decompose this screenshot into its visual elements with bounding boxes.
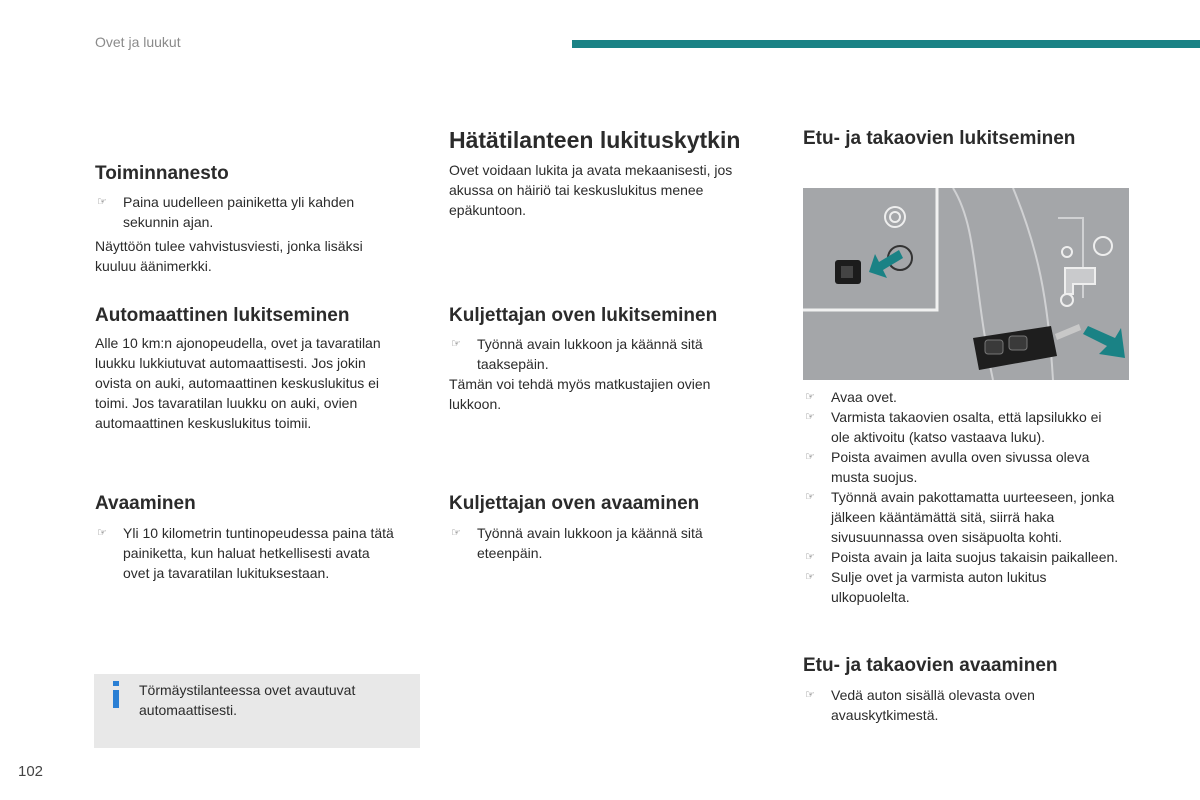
- pointing-hand-icon: ☞: [805, 689, 815, 701]
- list-item: ☞ Paina uudelleen painiketta yli kahden sekunnin ajan.: [97, 194, 355, 230]
- heading-automaattinen: Automaattinen lukitseminen: [95, 305, 350, 326]
- bullet-list: [449, 334, 739, 374]
- pointing-hand-icon: ☞: [805, 391, 815, 403]
- bullet-list: [95, 192, 395, 232]
- list-item: ☞ Sulje ovet ja varmista auton lukitus ulkopuolelta.: [805, 569, 1047, 605]
- paragraph: Näyttöön tulee vahvistusviesti, jonka lisäksi kuuluu äänimerkki.: [95, 238, 363, 274]
- heading-hatatilanteen: Hätätilanteen lukituskytkin: [449, 127, 741, 153]
- pointing-hand-icon: ☞: [97, 196, 107, 208]
- pointing-hand-icon: ☞: [805, 451, 815, 463]
- list-item: ☞ Varmista takaovien osalta, että lapsilukko ei ole aktivoitu (katso vastaava luku).: [805, 409, 1102, 445]
- paragraph: Alle 10 km:n ajonopeudella, ovet ja tavaratilan luukku lukkiutuvat automaattisesti. Jos jokin ovista on auki, automaattinen keskuslukitus ei toimi. Jos tavaratilan luukku on auki, ovien automaattinen keskuslukitus toimii.: [95, 335, 381, 431]
- paragraph: Ovet voidaan lukita ja avata mekaanisesti, jos akussa on häiriö tai keskuslukitus menee epäkuntoon.: [449, 162, 733, 218]
- page-number: 102: [18, 763, 44, 780]
- column-1-section-3: [95, 493, 395, 583]
- column-2-section-2: [449, 305, 759, 414]
- column-1: [95, 163, 395, 276]
- list-item: ☞ Työnnä avain lukkoon ja käännä sitä eteenpäin.: [451, 525, 703, 561]
- pointing-hand-icon: ☞: [97, 527, 107, 539]
- list-item: ☞ Poista avain ja laita suojus takaisin paikalleen.: [805, 549, 1119, 565]
- column-1-section-2: [95, 305, 395, 433]
- list-item: ☞ Työnnä avain lukkoon ja käännä sitä taaksepäin.: [451, 336, 703, 372]
- pointing-hand-icon: ☞: [805, 571, 815, 583]
- pointing-hand-icon: ☞: [805, 551, 815, 563]
- column-3-list: [803, 387, 1133, 607]
- list-item: ☞ Yli 10 kilometrin tuntinopeudessa paina tätä painiketta, kun haluat hetkellisesti avata ovet ja tavaratilan lukituksestaan.: [97, 525, 394, 581]
- header-accent-bar: [572, 40, 1200, 48]
- pointing-hand-icon: ☞: [805, 491, 815, 503]
- section-header: Ovet ja luukut: [95, 34, 181, 50]
- bullet-list: [803, 685, 1093, 725]
- column-3: [803, 128, 1133, 150]
- heading-toiminnanesto: Toiminnanesto: [95, 163, 229, 184]
- bullet-list: [95, 523, 395, 583]
- bullet-list: [449, 523, 739, 563]
- heading-kuljettajan-lukitseminen: Kuljettajan oven lukitseminen: [449, 305, 718, 326]
- heading-etu-lukitseminen: Etu- ja takaovien lukitseminen: [803, 128, 1076, 149]
- list-item: ☞ Vedä auton sisällä olevasta oven avauskytkimestä.: [805, 687, 1035, 723]
- column-3-section-2: [803, 655, 1133, 725]
- column-2-section-3: [449, 493, 759, 563]
- pointing-hand-icon: ☞: [805, 411, 815, 423]
- pointing-hand-icon: ☞: [451, 527, 461, 539]
- list-item: ☞ Poista avaimen avulla oven sivussa oleva musta suojus.: [805, 449, 1090, 485]
- paragraph: Tämän voi tehdä myös matkustajien ovien lukkoon.: [449, 376, 711, 412]
- info-icon: [108, 680, 124, 710]
- info-text: Törmäystilanteessa ovet avautuvat automaattisesti.: [139, 682, 356, 718]
- bullet-list: [803, 387, 1123, 607]
- pointing-hand-icon: ☞: [451, 338, 461, 350]
- list-item: ☞ Avaa ovet.: [805, 389, 897, 405]
- column-2: [449, 127, 769, 220]
- list-item: ☞ Työnnä avain pakottamatta uurteeseen, jonka jälkeen kääntämättä sitä, siirrä haka sivusuunnassa oven sisäpuolta kohti.: [805, 489, 1115, 545]
- door-lock-illustration: [803, 188, 1129, 380]
- heading-etu-avaaminen: Etu- ja takaovien avaaminen: [803, 655, 1058, 676]
- heading-kuljettajan-avaaminen: Kuljettajan oven avaaminen: [449, 493, 700, 514]
- heading-avaaminen: Avaaminen: [95, 493, 196, 514]
- info-box: [94, 674, 420, 748]
